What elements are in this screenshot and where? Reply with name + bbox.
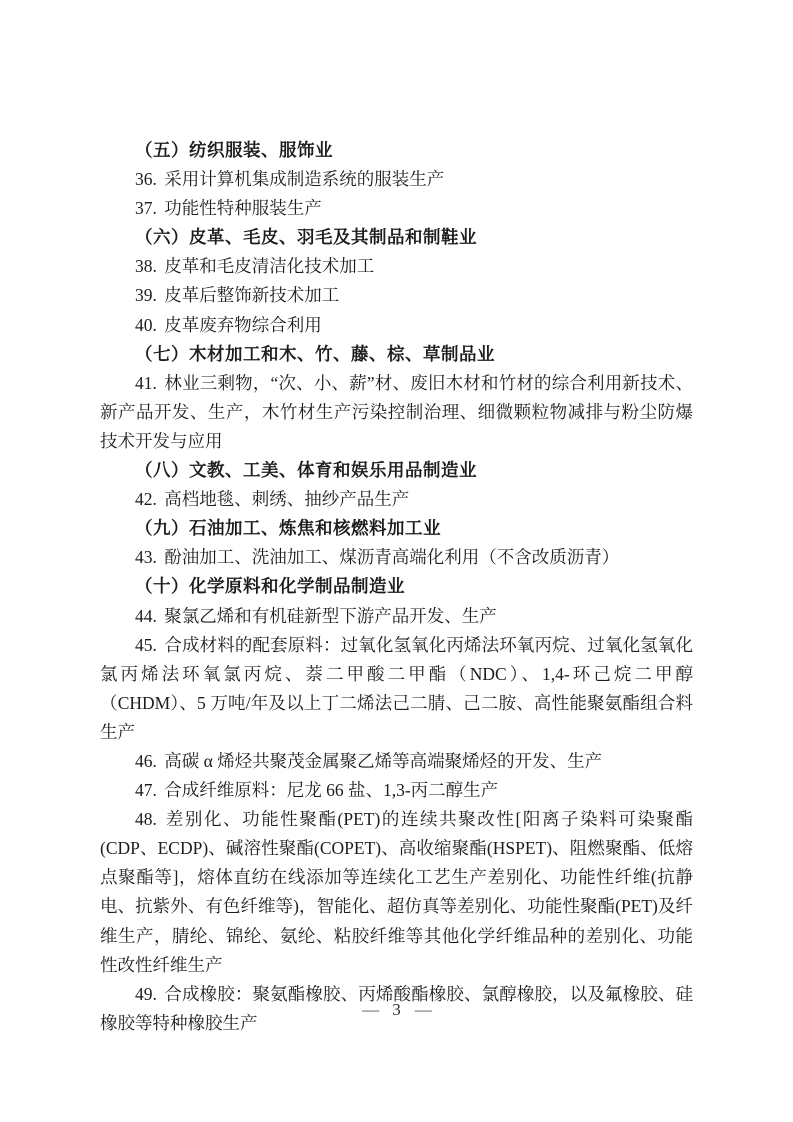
list-item [100, 194, 693, 223]
item-number: 43. [135, 547, 157, 568]
item-text: 聚氯乙烯和有机硅新型下游产品开发、生产 [164, 605, 497, 626]
item-number: 44. [135, 605, 157, 626]
section-heading: （七）木材加工和木、竹、藤、棕、草制品业 [135, 343, 495, 364]
item-number: 40. [135, 314, 157, 335]
item-text: 高档地毯、刺绣、抽纱产品生产 [164, 489, 410, 510]
section-heading: （十）化学原料和化学制品制造业 [135, 576, 405, 597]
list-item [100, 281, 693, 310]
section-heading: （九）石油加工、炼焦和核燃料加工业 [135, 518, 441, 539]
item-text: 皮革和毛皮清洁化技术加工 [164, 256, 375, 277]
item-text: 高碳 α 烯烃共聚茂金属聚乙烯等高端聚烯烃的开发、生产 [164, 750, 603, 771]
page-number: 3 [392, 1000, 401, 1019]
list-item [100, 776, 693, 805]
item-text: 林业三剩物，“次、小、薪”材、废旧木材和竹材的综合利用新技术、新产品开发、生产，木竹材生产污染控制治理、细微颗粒物减排与粉尘防爆技术开发与应用 [100, 372, 693, 451]
list-item [100, 631, 693, 747]
item-number: 49. [135, 983, 157, 1004]
list-item [100, 165, 693, 194]
list-item [100, 747, 693, 776]
item-text: 合成橡胶：聚氨酯橡胶、丙烯酸酯橡胶、氯醇橡胶，以及氟橡胶、硅橡胶等特种橡胶生产 [100, 983, 693, 1033]
document-body [100, 136, 693, 1038]
section-heading: （八）文教、工美、体育和娱乐用品制造业 [135, 460, 477, 481]
item-text: 皮革废弃物综合利用 [164, 314, 322, 335]
page-footer [0, 998, 793, 1022]
footer-dash-left: — [362, 1000, 379, 1019]
section-heading: （五）纺织服装、服饰业 [135, 140, 333, 160]
item-text: 差别化、功能性聚酯(PET)的连续共聚改性[阳离子染料可染聚酯(CDP、ECDP)、碱溶性聚酯(COPET)、高收缩聚酯(HSPET)、阻燃聚酯、低熔点聚酯等]，熔体直纺在线添加等连续化工艺生产差别化、功能性纤维(抗静电、抗紫外、有色纤维等)，智能化、超仿真等差别化、功能性聚酯(PET)及纤维生产，腈纶、锦纶、氨纶、粘胶纤维等其他化学纤维品种的差别化、功能性改性纤维生产 [100, 809, 693, 975]
item-number: 46. [135, 750, 157, 771]
item-number: 39. [135, 285, 157, 306]
item-number: 38. [135, 256, 157, 277]
section-heading: （六）皮革、毛皮、羽毛及其制品和制鞋业 [135, 227, 477, 248]
item-number: 47. [135, 780, 157, 801]
list-item [100, 805, 693, 980]
item-text: 采用计算机集成制造系统的服装生产 [164, 169, 445, 190]
item-number: 36. [135, 169, 157, 190]
item-number: 45. [135, 634, 157, 655]
item-number: 48. [135, 809, 157, 830]
list-item [100, 311, 693, 340]
item-number: 42. [135, 489, 157, 510]
list-item [100, 252, 693, 281]
footer-dash-right: — [414, 1000, 431, 1019]
item-text: 功能性特种服装生产 [164, 198, 322, 219]
item-number: 37. [135, 198, 157, 219]
item-text: 合成纤维原料：尼龙 66 盐、1,3-丙二醇生产 [164, 780, 499, 801]
item-number: 41. [135, 372, 157, 393]
item-text: 酚油加工、洗油加工、煤沥青高端化利用（不含改质沥青） [164, 547, 620, 568]
item-text: 皮革后整饰新技术加工 [164, 285, 340, 306]
list-item [100, 485, 693, 514]
list-item [100, 543, 693, 572]
list-item [100, 602, 693, 631]
item-text: 合成材料的配套原料：过氧化氢氧化丙烯法环氧丙烷、过氧化氢氧化氯丙烯法环氧氯丙烷、萘二甲酸二甲酯（NDC）、1,4-环己烷二甲醇（CHDM）、5 万吨/年及以上丁二烯法己二腈、己二胺、高性能聚氨酯组合料生产 [100, 634, 693, 742]
list-item [100, 369, 693, 456]
